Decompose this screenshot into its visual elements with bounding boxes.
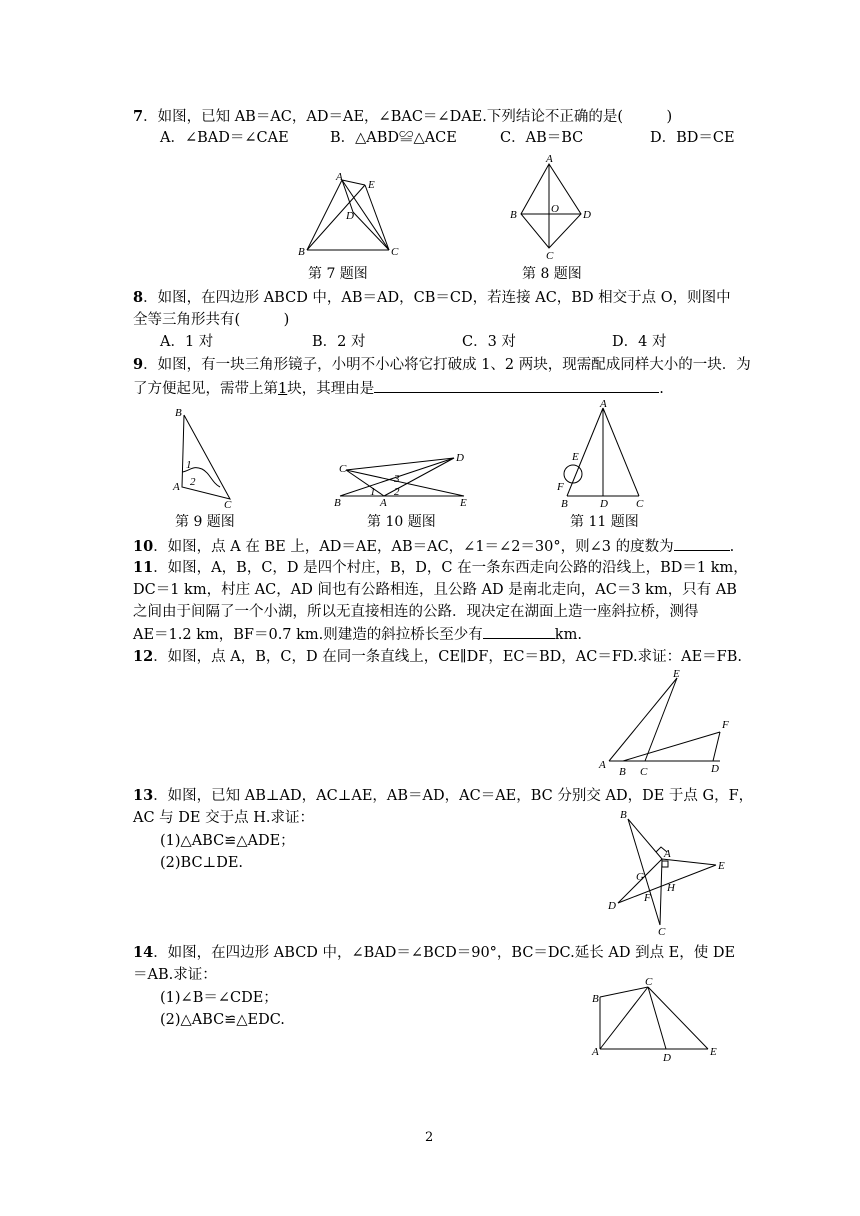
- q8-text-line1: ．如图，在四边形 ABCD 中，AB＝AD，CB＝CD，若连接 AC，BD 相交于点 O，则图中: [143, 290, 731, 306]
- q7-text: ．如图，已知 AB＝AC，AD＝AE，∠BAC＝∠DAE.下列结论不正确的是( ): [143, 109, 673, 125]
- fig7-label-e: E: [368, 179, 375, 191]
- q11-caption: 第 11 题图: [570, 514, 639, 530]
- q11-answer-blank[interactable]: [483, 624, 555, 639]
- fig7-label-a: A: [336, 171, 343, 183]
- q8-option-c: C．3 对: [462, 334, 516, 350]
- q7-option-d: D．BD＝CE: [650, 130, 735, 146]
- fig10-label-c: C: [339, 463, 347, 475]
- q10-text: ．如图，点 A 在 BE 上，AD＝AE，AB＝AC，∠1＝∠2＝30°，则∠3 的度数为: [153, 539, 674, 555]
- q14-sub1: (1)∠B＝∠CDE；: [160, 990, 278, 1006]
- fig14-label-d: D: [663, 1052, 671, 1064]
- fig7-label-b: B: [298, 246, 305, 258]
- q8-caption: 第 8 题图: [522, 266, 582, 282]
- q13-sub2: (2)BC⊥DE.: [160, 855, 244, 871]
- fig13-label-c: C: [658, 926, 666, 938]
- fig13-label-a: A: [664, 848, 671, 860]
- q13-sub1: (1)△ABC≌△ADE；: [160, 833, 295, 849]
- q12-text: ．如图，点 A，B，C，D 在同一条直线上，CE∥DF，EC＝BD，AC＝FD.求证：AE＝FB.: [153, 649, 742, 665]
- fig12-label-a: A: [599, 759, 606, 771]
- figure-11: [555, 398, 650, 510]
- q9-caption: 第 9 题图: [175, 514, 235, 530]
- q14-stem-line1: [133, 943, 735, 963]
- figure-13: [600, 805, 730, 938]
- fig13-label-h: H: [667, 882, 675, 894]
- q7-option-c: C．AB＝BC: [500, 130, 584, 146]
- fig8-label-o: O: [551, 203, 559, 215]
- fig9-label-c: C: [224, 499, 232, 511]
- fig8-label-a: A: [546, 153, 553, 165]
- fig9-label-1: 1: [186, 459, 192, 471]
- figure-7: [295, 170, 405, 260]
- figure-12: [595, 668, 735, 778]
- q7-stem: [133, 107, 672, 127]
- q10-answer-blank[interactable]: [674, 536, 730, 551]
- q9-reason-blank[interactable]: [374, 378, 659, 393]
- fig11-label-d: D: [600, 498, 608, 510]
- fig13-label-b: B: [620, 809, 627, 821]
- fig12-label-b: B: [619, 766, 626, 778]
- fig14-label-b: B: [592, 993, 599, 1005]
- fig10-label-1: 1: [370, 486, 376, 498]
- fig7-label-d: D: [346, 210, 354, 222]
- q8-stem-line2: 全等三角形共有( ): [133, 312, 290, 328]
- q11-stem-line3: 之间由于间隔了一个小湖，所以无直接相连的公路．现决定在湖面上造一座斜拉桥，测得: [133, 604, 699, 620]
- fig12-label-d: D: [711, 763, 719, 775]
- q14-sub2: (2)△ABC≌△EDC.: [160, 1012, 285, 1028]
- fig13-label-f: F: [644, 892, 651, 904]
- q10-stem: [133, 536, 734, 557]
- fig7-label-c: C: [391, 246, 399, 258]
- fig14-label-c: C: [645, 976, 653, 988]
- fig9-label-a: A: [173, 481, 180, 493]
- figure-9: [168, 405, 243, 510]
- q11-text-line4a: AE＝1.2 km，BF＝0.7 km.则建造的斜拉桥长至少有: [133, 627, 483, 643]
- fig10-label-a: A: [380, 497, 387, 509]
- q13-stem-line1: [133, 786, 753, 806]
- fig11-label-b: B: [561, 498, 568, 510]
- fig13-label-g: G: [636, 871, 644, 883]
- fig8-label-d: D: [583, 209, 591, 221]
- fig9-label-b: B: [175, 407, 182, 419]
- fig9-label-2: 2: [190, 476, 196, 488]
- q9-text-end: .: [659, 381, 664, 397]
- fig11-label-c: C: [636, 498, 644, 510]
- fig10-label-e: E: [460, 497, 467, 509]
- fig12-label-f: F: [722, 719, 729, 731]
- fig12-label-e: E: [673, 668, 680, 680]
- q9-answer: 1: [278, 381, 288, 397]
- q8-stem-line1: [133, 288, 731, 308]
- q9-stem-line1: [133, 355, 751, 375]
- q11-text-line1: ．如图，A，B，C，D 是四个村庄，B，D，C 在一条东西走向公路的沿线上，BD＝1 km，: [153, 560, 748, 576]
- q8-option-a: A．1 对: [160, 334, 214, 350]
- q9-text-line2b: 块，其理由是: [287, 381, 375, 397]
- fig14-label-a: A: [592, 1046, 599, 1058]
- q13-stem-line2: AC 与 DE 交于点 H.求证：: [133, 810, 314, 826]
- q12-number: 12: [133, 648, 154, 665]
- fig10-label-b: B: [334, 497, 341, 509]
- q10-caption: 第 10 题图: [367, 514, 436, 530]
- fig10-label-d: D: [456, 452, 464, 464]
- fig12-label-c: C: [640, 766, 648, 778]
- q8-option-d: D．4 对: [612, 334, 667, 350]
- fig11-label-f: F: [557, 481, 564, 493]
- fig8-label-b: B: [510, 209, 517, 221]
- q11-number: 11: [133, 559, 154, 576]
- figure-14: [588, 975, 728, 1065]
- q7-caption: 第 7 题图: [308, 266, 368, 282]
- q10-number: 10: [133, 538, 154, 555]
- q13-text-line1: ．如图，已知 AB⊥AD，AC⊥AE，AB＝AD，AC＝AE，BC 分别交 AD，DE 于点 G，F，: [153, 788, 754, 804]
- figure-8: [505, 152, 600, 260]
- q9-text-line2a: 了方便起见，需带上第: [133, 381, 278, 397]
- fig8-label-c: C: [546, 250, 554, 262]
- q7-option-a: A．∠BAD＝∠CAE: [160, 130, 289, 146]
- q11-text-line4b: km.: [554, 627, 582, 643]
- q8-option-b: B．2 对: [312, 334, 366, 350]
- q14-stem-line2: ＝AB.求证：: [133, 967, 217, 983]
- q11-stem-line2: DC＝1 km，村庄 AC，AD 间也有公路相连，且公路 AD 是南北走向，AC＝3 km，只有 AB: [133, 582, 737, 598]
- q10-text-end: .: [729, 539, 735, 555]
- q8-number: 8: [133, 289, 144, 306]
- q9-number: 9: [133, 356, 144, 373]
- figure-10: [332, 450, 477, 512]
- fig10-label-2: 2: [394, 486, 400, 498]
- q11-stem-line4: [133, 624, 582, 645]
- q7-option-b: B．△ABD≌△ACE: [330, 130, 457, 146]
- q7-number: 7: [133, 108, 144, 125]
- q12-stem: [133, 647, 742, 667]
- fig13-label-e: E: [718, 860, 725, 872]
- fig13-label-d: D: [608, 900, 616, 912]
- q13-number: 13: [133, 787, 154, 804]
- fig11-label-a: A: [600, 398, 607, 410]
- fig14-label-e: E: [710, 1046, 717, 1058]
- q14-number: 14: [133, 944, 154, 961]
- q9-stem-line2: [133, 378, 664, 399]
- fig11-label-e: E: [572, 451, 579, 463]
- q9-text-line1: ．如图，有一块三角形镜子，小明不小心将它打破成 1、2 两块，现需配成同样大小的一块．为: [143, 357, 751, 373]
- page-number: 2: [425, 1130, 434, 1145]
- q11-stem-line1: [133, 558, 748, 578]
- fig10-label-3: 3: [394, 473, 400, 485]
- q14-text-line1: ．如图，在四边形 ABCD 中，∠BAD＝∠BCD＝90°，BC＝DC.延长 AD 到点 E，使 DE: [153, 945, 736, 961]
